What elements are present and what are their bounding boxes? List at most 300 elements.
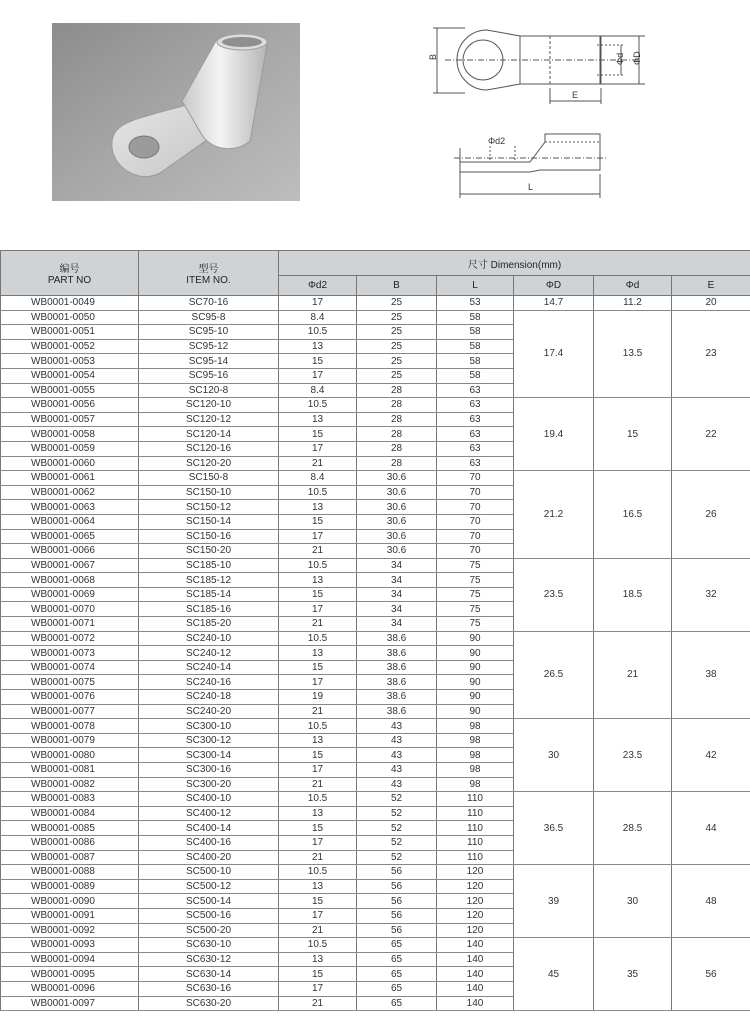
l-cell: 75 — [437, 617, 514, 632]
d-cell: 16.5 — [594, 471, 672, 559]
header-dimension: 尺寸 Dimension(mm) — [279, 251, 750, 276]
d2-cell: 21 — [279, 456, 357, 471]
e-cell: 42 — [672, 719, 750, 792]
b-cell: 30.6 — [357, 514, 437, 529]
e-cell: 26 — [672, 471, 750, 559]
item-no-cell: SC300-14 — [139, 748, 279, 763]
b-cell: 25 — [357, 325, 437, 340]
d2-cell: 10.5 — [279, 325, 357, 340]
b-cell: 52 — [357, 792, 437, 807]
d2-cell: 21 — [279, 617, 357, 632]
d2-cell: 21 — [279, 777, 357, 792]
item-no-cell: SC240-14 — [139, 660, 279, 675]
part-no-cell: WB0001-0063 — [1, 500, 139, 515]
l-cell: 70 — [437, 485, 514, 500]
l-cell: 120 — [437, 865, 514, 880]
part-no-cell: WB0001-0086 — [1, 835, 139, 850]
b-cell: 65 — [357, 952, 437, 967]
big-d-cell: 23.5 — [514, 558, 594, 631]
d2-cell: 17 — [279, 908, 357, 923]
d-cell: 30 — [594, 865, 672, 938]
header-col-d: Φd — [594, 276, 672, 296]
l-cell: 110 — [437, 792, 514, 807]
big-d-cell: 26.5 — [514, 631, 594, 719]
part-no-cell: WB0001-0061 — [1, 471, 139, 486]
d2-cell: 21 — [279, 850, 357, 865]
b-cell: 28 — [357, 456, 437, 471]
part-no-cell: WB0001-0074 — [1, 660, 139, 675]
d2-cell: 21 — [279, 704, 357, 719]
part-no-cell: WB0001-0096 — [1, 981, 139, 996]
item-no-cell: SC240-20 — [139, 704, 279, 719]
part-no-cell: WB0001-0053 — [1, 354, 139, 369]
d2-cell: 17 — [279, 441, 357, 456]
l-cell: 120 — [437, 879, 514, 894]
big-d-cell: 17.4 — [514, 310, 594, 398]
l-cell: 98 — [437, 748, 514, 763]
part-no-cell: WB0001-0069 — [1, 587, 139, 602]
l-cell: 98 — [437, 733, 514, 748]
l-cell: 70 — [437, 500, 514, 515]
d2-cell: 10.5 — [279, 398, 357, 413]
item-no-cell: SC630-12 — [139, 952, 279, 967]
e-cell: 20 — [672, 296, 750, 311]
header-part-en: PART NO — [47, 275, 92, 286]
part-no-cell: WB0001-0058 — [1, 427, 139, 442]
part-no-cell: WB0001-0072 — [1, 631, 139, 646]
d2-cell: 17 — [279, 675, 357, 690]
l-cell: 75 — [437, 573, 514, 588]
header-col-big-d: ΦD — [514, 276, 594, 296]
d2-cell: 10.5 — [279, 938, 357, 953]
item-no-cell: SC150-10 — [139, 485, 279, 500]
b-cell: 30.6 — [357, 544, 437, 559]
label-big-d: ΦD — [632, 51, 642, 65]
big-d-cell: 14.7 — [514, 296, 594, 311]
b-cell: 38.6 — [357, 660, 437, 675]
part-no-cell: WB0001-0071 — [1, 617, 139, 632]
d2-cell: 13 — [279, 500, 357, 515]
d-cell: 23.5 — [594, 719, 672, 792]
b-cell: 34 — [357, 558, 437, 573]
l-cell: 90 — [437, 675, 514, 690]
l-cell: 63 — [437, 427, 514, 442]
d2-cell: 17 — [279, 368, 357, 383]
item-no-cell: SC95-10 — [139, 325, 279, 340]
item-no-cell: SC120-10 — [139, 398, 279, 413]
part-no-cell: WB0001-0054 — [1, 368, 139, 383]
part-no-cell: WB0001-0081 — [1, 763, 139, 778]
item-no-cell: SC400-20 — [139, 850, 279, 865]
b-cell: 38.6 — [357, 646, 437, 661]
item-no-cell: SC120-20 — [139, 456, 279, 471]
item-no-cell: SC400-10 — [139, 792, 279, 807]
table-row — [1, 558, 750, 573]
part-no-cell: WB0001-0076 — [1, 690, 139, 705]
item-no-cell: SC240-18 — [139, 690, 279, 705]
d2-cell: 17 — [279, 296, 357, 311]
l-cell: 75 — [437, 602, 514, 617]
b-cell: 52 — [357, 835, 437, 850]
d2-cell: 13 — [279, 646, 357, 661]
b-cell: 43 — [357, 763, 437, 778]
item-no-cell: SC500-20 — [139, 923, 279, 938]
part-no-cell: WB0001-0062 — [1, 485, 139, 500]
d2-cell: 10.5 — [279, 792, 357, 807]
part-no-cell: WB0001-0064 — [1, 514, 139, 529]
big-d-cell: 19.4 — [514, 398, 594, 471]
l-cell: 110 — [437, 821, 514, 836]
l-cell: 120 — [437, 894, 514, 909]
d2-cell: 13 — [279, 339, 357, 354]
b-cell: 34 — [357, 617, 437, 632]
b-cell: 52 — [357, 821, 437, 836]
l-cell: 140 — [437, 938, 514, 953]
item-no-cell: SC400-14 — [139, 821, 279, 836]
b-cell: 30.6 — [357, 529, 437, 544]
d2-cell: 10.5 — [279, 558, 357, 573]
l-cell: 140 — [437, 967, 514, 982]
b-cell: 56 — [357, 894, 437, 909]
item-no-cell: SC185-16 — [139, 602, 279, 617]
d2-cell: 21 — [279, 544, 357, 559]
b-cell: 38.6 — [357, 675, 437, 690]
d2-cell: 15 — [279, 967, 357, 982]
part-no-cell: WB0001-0070 — [1, 602, 139, 617]
header-part-cn: 编号 — [59, 264, 80, 275]
d2-cell: 19 — [279, 690, 357, 705]
part-no-cell: WB0001-0097 — [1, 996, 139, 1011]
d2-cell: 10.5 — [279, 485, 357, 500]
item-no-cell: SC150-8 — [139, 471, 279, 486]
d2-cell: 15 — [279, 821, 357, 836]
l-cell: 70 — [437, 471, 514, 486]
part-no-cell: WB0001-0077 — [1, 704, 139, 719]
item-no-cell: SC300-12 — [139, 733, 279, 748]
table-body — [1, 296, 750, 1011]
l-cell: 58 — [437, 339, 514, 354]
part-no-cell: WB0001-0056 — [1, 398, 139, 413]
l-cell: 110 — [437, 806, 514, 821]
item-no-cell: SC150-20 — [139, 544, 279, 559]
item-no-cell: SC150-16 — [139, 529, 279, 544]
b-cell: 25 — [357, 296, 437, 311]
b-cell: 30.6 — [357, 500, 437, 515]
e-cell: 32 — [672, 558, 750, 631]
d2-cell: 13 — [279, 952, 357, 967]
b-cell: 56 — [357, 879, 437, 894]
table-row — [1, 471, 750, 486]
l-cell: 75 — [437, 587, 514, 602]
b-cell: 38.6 — [357, 704, 437, 719]
d2-cell: 15 — [279, 748, 357, 763]
part-no-cell: WB0001-0073 — [1, 646, 139, 661]
l-cell: 90 — [437, 704, 514, 719]
d2-cell: 21 — [279, 996, 357, 1011]
specification-table — [0, 250, 750, 1011]
label-d2: Φd2 — [488, 136, 506, 146]
l-cell: 63 — [437, 412, 514, 427]
item-no-cell: SC500-14 — [139, 894, 279, 909]
l-cell: 110 — [437, 850, 514, 865]
dimension-diagram-side — [450, 122, 610, 204]
part-no-cell: WB0001-0095 — [1, 967, 139, 982]
label-d: Φd — [615, 52, 625, 65]
d2-cell: 15 — [279, 514, 357, 529]
header-part-no — [1, 251, 139, 296]
part-no-cell: WB0001-0057 — [1, 412, 139, 427]
table-row — [1, 296, 750, 311]
d2-cell: 17 — [279, 763, 357, 778]
b-cell: 25 — [357, 339, 437, 354]
l-cell: 110 — [437, 835, 514, 850]
part-no-cell: WB0001-0090 — [1, 894, 139, 909]
d-cell: 35 — [594, 938, 672, 1011]
l-cell: 58 — [437, 310, 514, 325]
part-no-cell: WB0001-0089 — [1, 879, 139, 894]
l-cell: 58 — [437, 368, 514, 383]
l-cell: 70 — [437, 529, 514, 544]
item-no-cell: SC500-10 — [139, 865, 279, 880]
item-no-cell: SC630-10 — [139, 938, 279, 953]
b-cell: 28 — [357, 412, 437, 427]
item-no-cell: SC185-12 — [139, 573, 279, 588]
part-no-cell: WB0001-0082 — [1, 777, 139, 792]
b-cell: 56 — [357, 923, 437, 938]
b-cell: 56 — [357, 865, 437, 880]
d2-cell: 21 — [279, 923, 357, 938]
d2-cell: 8.4 — [279, 471, 357, 486]
item-no-cell: SC185-10 — [139, 558, 279, 573]
b-cell: 30.6 — [357, 485, 437, 500]
item-no-cell: SC185-20 — [139, 617, 279, 632]
part-no-cell: WB0001-0085 — [1, 821, 139, 836]
d-cell: 18.5 — [594, 558, 672, 631]
item-no-cell: SC70-16 — [139, 296, 279, 311]
part-no-cell: WB0001-0083 — [1, 792, 139, 807]
part-no-cell: WB0001-0088 — [1, 865, 139, 880]
b-cell: 38.6 — [357, 631, 437, 646]
part-no-cell: WB0001-0080 — [1, 748, 139, 763]
l-cell: 63 — [437, 441, 514, 456]
d2-cell: 15 — [279, 587, 357, 602]
l-cell: 53 — [437, 296, 514, 311]
d2-cell: 13 — [279, 733, 357, 748]
l-cell: 140 — [437, 981, 514, 996]
dimension-diagram-top — [425, 18, 655, 110]
d2-cell: 17 — [279, 529, 357, 544]
table-row — [1, 865, 750, 880]
d2-cell: 17 — [279, 835, 357, 850]
d-cell: 28.5 — [594, 792, 672, 865]
l-cell: 140 — [437, 996, 514, 1011]
e-cell: 22 — [672, 398, 750, 471]
d2-cell: 13 — [279, 412, 357, 427]
d2-cell: 15 — [279, 427, 357, 442]
e-cell: 44 — [672, 792, 750, 865]
item-no-cell: SC95-16 — [139, 368, 279, 383]
header-col-l: L — [437, 276, 514, 296]
item-no-cell: SC500-16 — [139, 908, 279, 923]
label-e: E — [572, 90, 579, 100]
l-cell: 120 — [437, 923, 514, 938]
l-cell: 58 — [437, 325, 514, 340]
header-col-b: B — [357, 276, 437, 296]
header-col-d2: Φd2 — [279, 276, 357, 296]
l-cell: 70 — [437, 514, 514, 529]
part-no-cell: WB0001-0093 — [1, 938, 139, 953]
part-no-cell: WB0001-0066 — [1, 544, 139, 559]
b-cell: 30.6 — [357, 471, 437, 486]
d-cell: 21 — [594, 631, 672, 719]
b-cell: 25 — [357, 354, 437, 369]
b-cell: 65 — [357, 981, 437, 996]
b-cell: 25 — [357, 368, 437, 383]
part-no-cell: WB0001-0049 — [1, 296, 139, 311]
b-cell: 38.6 — [357, 690, 437, 705]
b-cell: 34 — [357, 573, 437, 588]
item-no-cell: SC300-10 — [139, 719, 279, 734]
d2-cell: 13 — [279, 573, 357, 588]
b-cell: 34 — [357, 587, 437, 602]
b-cell: 43 — [357, 719, 437, 734]
b-cell: 28 — [357, 398, 437, 413]
b-cell: 28 — [357, 383, 437, 398]
l-cell: 63 — [437, 383, 514, 398]
item-no-cell: SC120-16 — [139, 441, 279, 456]
part-no-cell: WB0001-0094 — [1, 952, 139, 967]
big-d-cell: 36.5 — [514, 792, 594, 865]
item-no-cell: SC400-12 — [139, 806, 279, 821]
item-no-cell: SC300-20 — [139, 777, 279, 792]
b-cell: 52 — [357, 850, 437, 865]
table-row — [1, 719, 750, 734]
table-row — [1, 631, 750, 646]
e-cell: 23 — [672, 310, 750, 398]
big-d-cell: 45 — [514, 938, 594, 1011]
part-no-cell: WB0001-0060 — [1, 456, 139, 471]
part-no-cell: WB0001-0067 — [1, 558, 139, 573]
item-no-cell: SC630-20 — [139, 996, 279, 1011]
header-item-en: ITEM NO. — [186, 275, 231, 286]
l-cell: 98 — [437, 777, 514, 792]
l-cell: 63 — [437, 456, 514, 471]
d2-cell: 10.5 — [279, 719, 357, 734]
item-no-cell: SC120-14 — [139, 427, 279, 442]
e-cell: 56 — [672, 938, 750, 1011]
b-cell: 65 — [357, 938, 437, 953]
l-cell: 140 — [437, 952, 514, 967]
part-no-cell: WB0001-0078 — [1, 719, 139, 734]
header-col-e: E — [672, 276, 750, 296]
d2-cell: 15 — [279, 660, 357, 675]
l-cell: 58 — [437, 354, 514, 369]
item-no-cell: SC95-12 — [139, 339, 279, 354]
header-item-no — [139, 251, 279, 296]
big-d-cell: 21.2 — [514, 471, 594, 559]
l-cell: 98 — [437, 719, 514, 734]
l-cell: 90 — [437, 660, 514, 675]
item-no-cell: SC240-16 — [139, 675, 279, 690]
b-cell: 56 — [357, 908, 437, 923]
l-cell: 90 — [437, 690, 514, 705]
big-d-cell: 39 — [514, 865, 594, 938]
part-no-cell: WB0001-0079 — [1, 733, 139, 748]
d2-cell: 13 — [279, 806, 357, 821]
l-cell: 75 — [437, 558, 514, 573]
e-cell: 38 — [672, 631, 750, 719]
d2-cell: 8.4 — [279, 383, 357, 398]
b-cell: 43 — [357, 733, 437, 748]
table-row — [1, 310, 750, 325]
big-d-cell: 30 — [514, 719, 594, 792]
d-cell: 13.5 — [594, 310, 672, 398]
item-no-cell: SC300-16 — [139, 763, 279, 778]
table-row — [1, 938, 750, 953]
part-no-cell: WB0001-0068 — [1, 573, 139, 588]
item-no-cell: SC630-16 — [139, 981, 279, 996]
item-no-cell: SC500-12 — [139, 879, 279, 894]
item-no-cell: SC240-10 — [139, 631, 279, 646]
table-row — [1, 398, 750, 413]
b-cell: 65 — [357, 996, 437, 1011]
b-cell: 28 — [357, 441, 437, 456]
header-item-cn: 型号 — [198, 264, 219, 275]
part-no-cell: WB0001-0065 — [1, 529, 139, 544]
d-cell: 15 — [594, 398, 672, 471]
item-no-cell: SC185-14 — [139, 587, 279, 602]
item-no-cell: SC400-16 — [139, 835, 279, 850]
e-cell: 48 — [672, 865, 750, 938]
part-no-cell: WB0001-0055 — [1, 383, 139, 398]
d-cell: 11.2 — [594, 296, 672, 311]
part-no-cell: WB0001-0052 — [1, 339, 139, 354]
table-row — [1, 792, 750, 807]
part-no-cell: WB0001-0087 — [1, 850, 139, 865]
d2-cell: 13 — [279, 879, 357, 894]
part-no-cell: WB0001-0084 — [1, 806, 139, 821]
label-b: B — [428, 53, 438, 60]
l-cell: 98 — [437, 763, 514, 778]
b-cell: 43 — [357, 777, 437, 792]
item-no-cell: SC120-12 — [139, 412, 279, 427]
part-no-cell: WB0001-0051 — [1, 325, 139, 340]
part-no-cell: WB0001-0059 — [1, 441, 139, 456]
d2-cell: 10.5 — [279, 865, 357, 880]
d2-cell: 17 — [279, 602, 357, 617]
d2-cell: 17 — [279, 981, 357, 996]
l-cell: 90 — [437, 646, 514, 661]
product-photo — [52, 23, 300, 201]
d2-cell: 15 — [279, 894, 357, 909]
d2-cell: 8.4 — [279, 310, 357, 325]
d2-cell: 10.5 — [279, 631, 357, 646]
item-no-cell: SC150-12 — [139, 500, 279, 515]
item-no-cell: SC630-14 — [139, 967, 279, 982]
part-no-cell: WB0001-0050 — [1, 310, 139, 325]
item-no-cell: SC95-14 — [139, 354, 279, 369]
part-no-cell: WB0001-0091 — [1, 908, 139, 923]
part-no-cell: WB0001-0075 — [1, 675, 139, 690]
part-no-cell: WB0001-0092 — [1, 923, 139, 938]
l-cell: 63 — [437, 398, 514, 413]
l-cell: 90 — [437, 631, 514, 646]
b-cell: 52 — [357, 806, 437, 821]
item-no-cell: SC150-14 — [139, 514, 279, 529]
label-l: L — [528, 182, 534, 192]
b-cell: 25 — [357, 310, 437, 325]
item-no-cell: SC95-8 — [139, 310, 279, 325]
